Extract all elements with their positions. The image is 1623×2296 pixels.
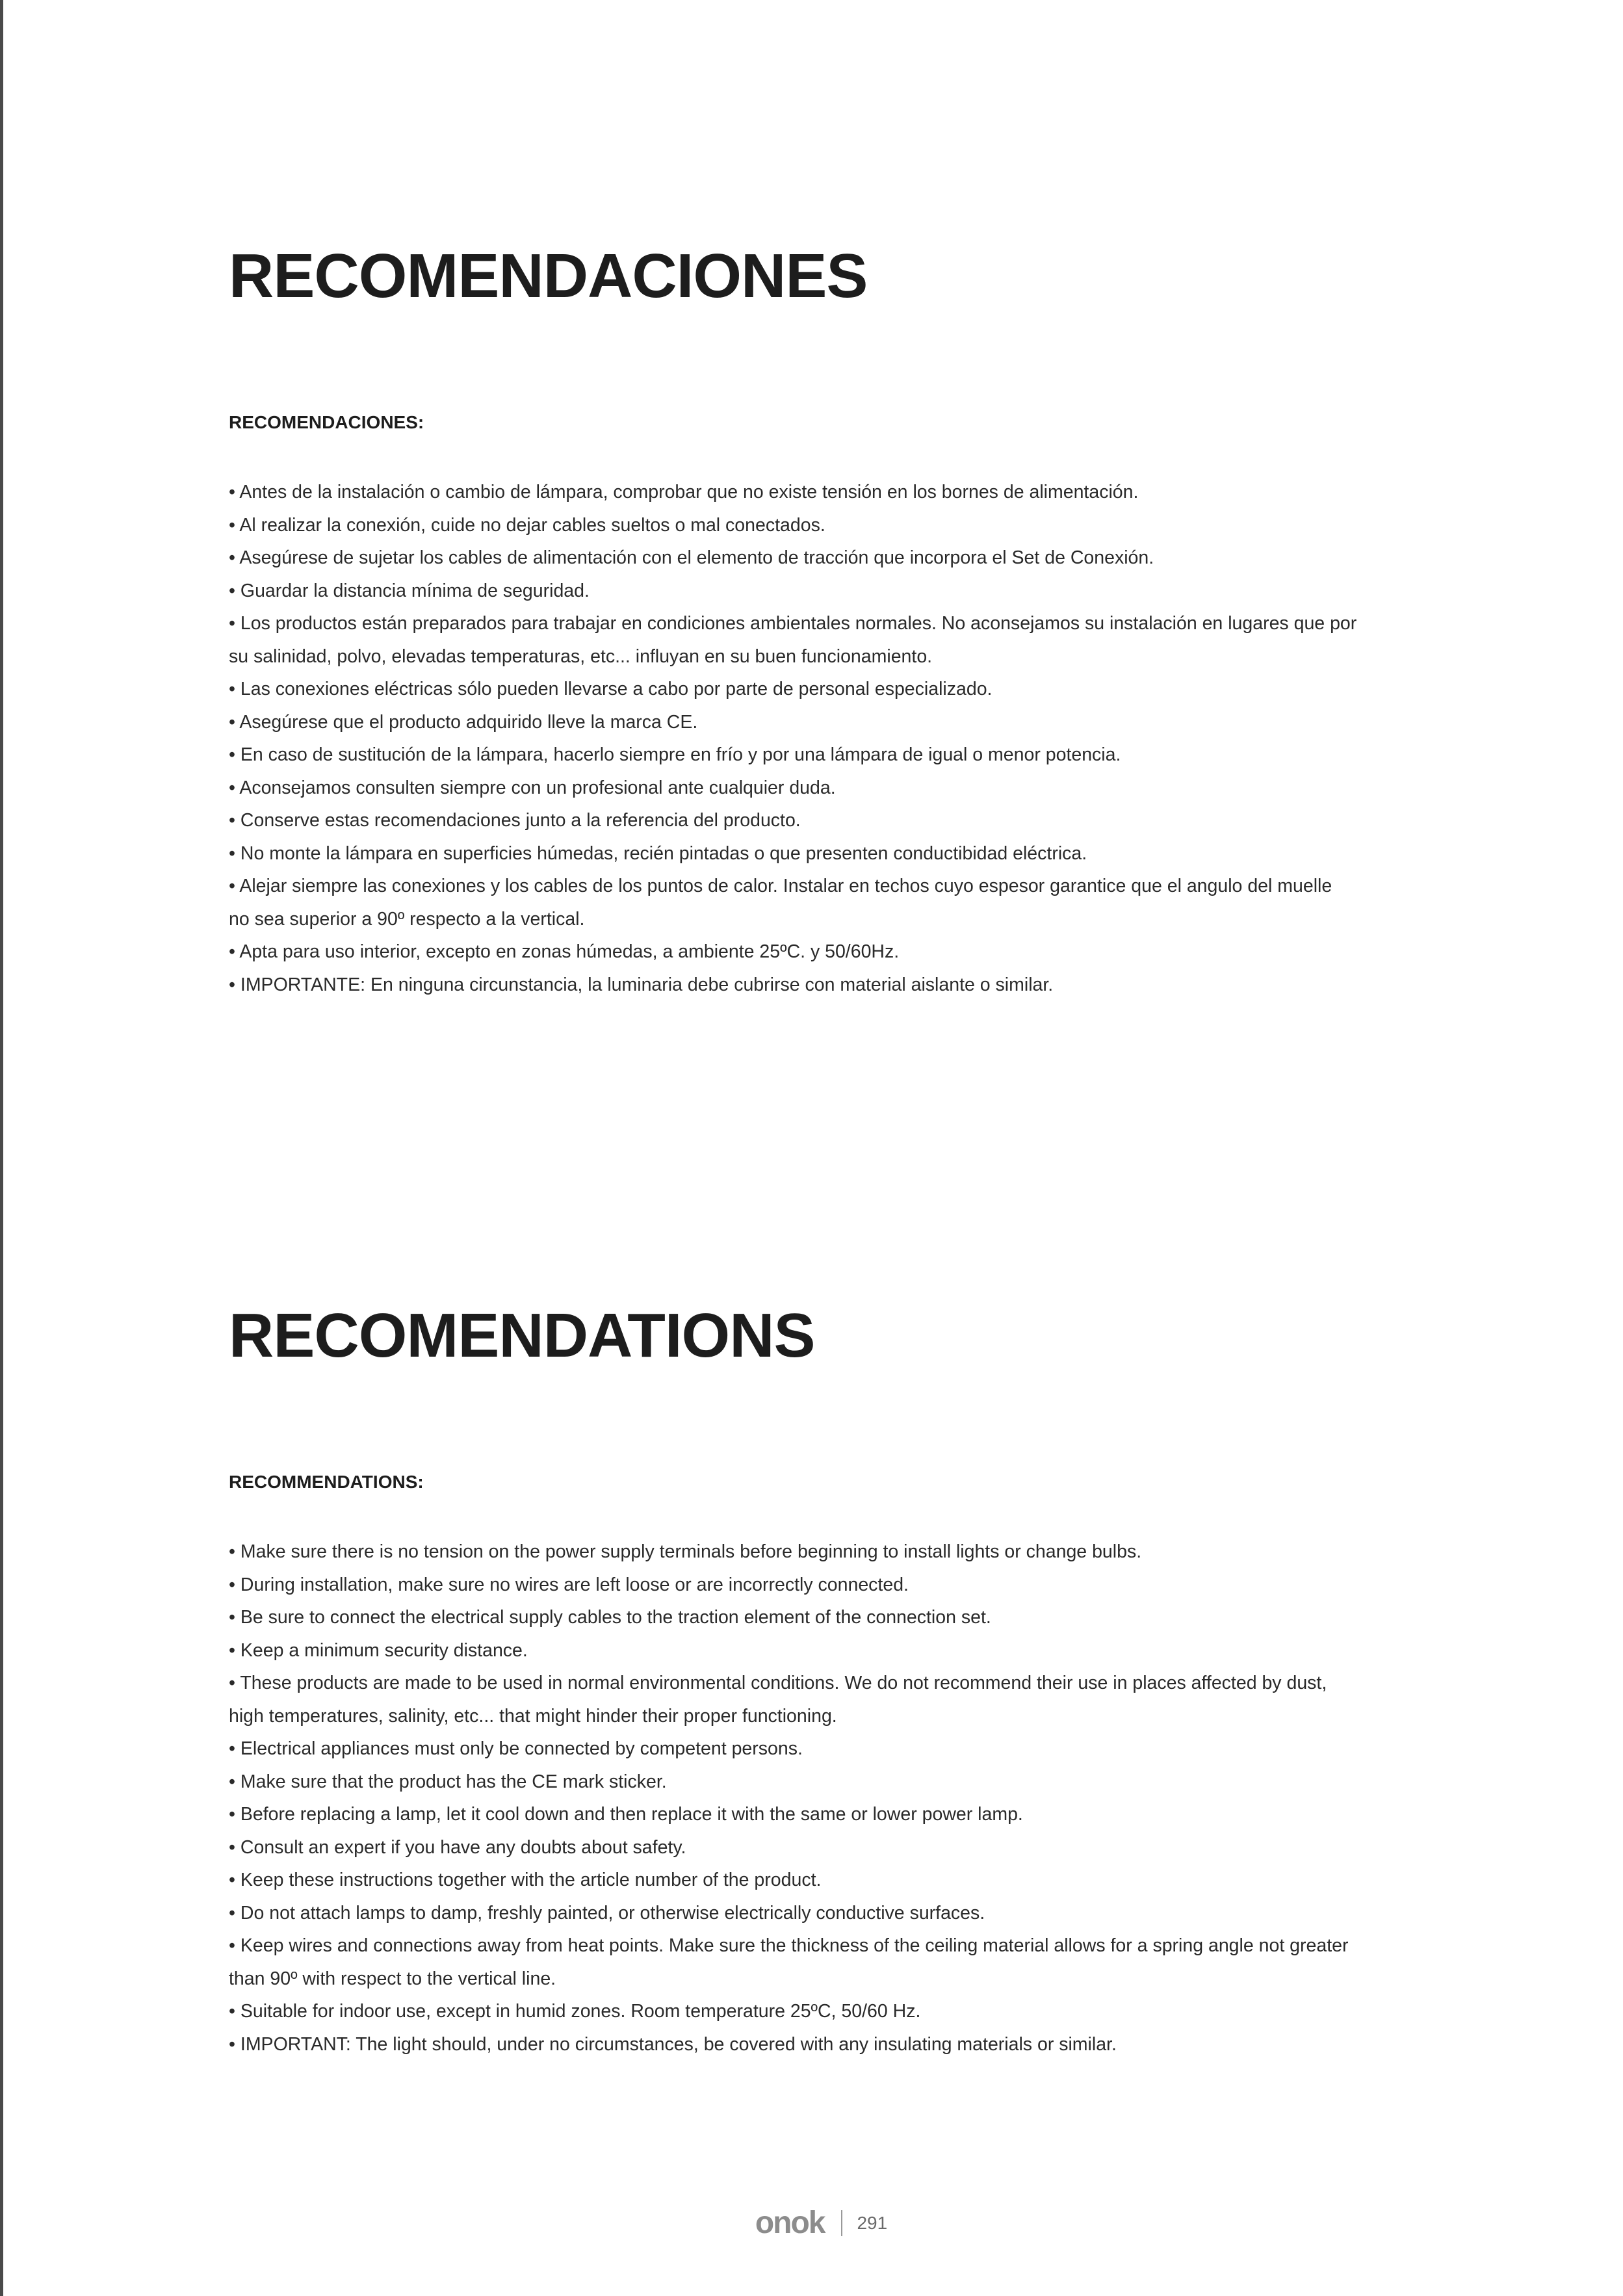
list-item: • Before replacing a lamp, let it cool down and then replace it with the same or lower power lamp.	[229, 1804, 1023, 1825]
english-title: RECOMENDATIONS	[229, 1301, 815, 1370]
brand-logo: onok	[755, 2206, 825, 2240]
english-subtitle: RECOMMENDATIONS:	[229, 1472, 424, 1492]
spanish-recommendation-list	[229, 476, 1418, 1001]
list-item: • These products are made to be used in normal environmental conditions. We do not recommend their use in places affected by dust,	[229, 1673, 1327, 1693]
list-item: • IMPORTANTE: En ninguna circunstancia, la luminaria debe cubrirse con material aislante o similar.	[229, 974, 1054, 995]
list-item: • IMPORTANT: The light should, under no circumstances, be covered with any insulating materials or similar.	[229, 2033, 1117, 2055]
list-item: • Keep these instructions together with the article number of the product.	[229, 1870, 822, 1890]
page-edge	[0, 0, 3, 2296]
list-item: • Keep wires and connections away from heat points. Make sure the thickness of the ceiling material allows for a spring angle not greater	[229, 1935, 1349, 1956]
list-item: • Alejar siempre las conexiones y los cables de los puntos de calor. Instalar en techos cuyo espesor garantice que el angulo del muelle	[229, 876, 1332, 896]
list-item: • Make sure that the product has the CE mark sticker.	[229, 1771, 667, 1792]
list-item: su salinidad, polvo, elevadas temperaturas, etc... influyan en su buen funcionamiento.	[229, 646, 933, 667]
list-item: • Apta para uso interior, excepto en zonas húmedas, a ambiente 25ºC. y 50/60Hz.	[229, 941, 900, 962]
list-item: • Suitable for indoor use, except in humid zones. Room temperature 25ºC, 50/60 Hz.	[229, 2001, 921, 2022]
footer-divider	[841, 2210, 842, 2236]
spanish-title: RECOMENDACIONES	[229, 241, 868, 311]
page-number: 291	[857, 2213, 888, 2233]
list-item: • Be sure to connect the electrical supply cables to the traction element of the connection set.	[229, 1607, 991, 1628]
list-item: • Los productos están preparados para trabajar en condiciones ambientales normales. No aconsejamos su instalación en lugares que por	[229, 613, 1357, 634]
list-item: no sea superior a 90º respecto a la vertical.	[229, 908, 585, 930]
list-item: • During installation, make sure no wires are left loose or are incorrectly connected.	[229, 1574, 909, 1595]
list-item: than 90º with respect to the vertical line.	[229, 1968, 556, 1989]
list-item: • Conserve estas recomendaciones junto a la referencia del producto.	[229, 810, 801, 831]
footer-content	[755, 2204, 887, 2243]
english-section	[229, 1300, 1418, 2061]
list-item: • Antes de la instalación o cambio de lámpara, comprobar que no existe tensión en los bornes de alimentación.	[229, 482, 1139, 502]
list-item: • Aconsejamos consulten siempre con un profesional ante cualquier duda.	[229, 777, 836, 798]
spanish-subtitle: RECOMENDACIONES:	[229, 412, 424, 432]
list-item: • Make sure there is no tension on the power supply terminals before beginning to install lights or change bulbs.	[229, 1541, 1142, 1562]
list-item: • Al realizar la conexión, cuide no dejar cables sueltos o mal conectados.	[229, 514, 825, 536]
list-item: high temperatures, salinity, etc... that might hinder their proper functioning.	[229, 1705, 837, 1727]
page-footer	[0, 2204, 1623, 2243]
list-item: • En caso de sustitución de la lámpara, hacerlo siempre en frío y por una lámpara de igual o menor potencia.	[229, 744, 1121, 765]
list-item: • Keep a minimum security distance.	[229, 1639, 528, 1661]
list-item: • Electrical appliances must only be connected by competent persons.	[229, 1738, 803, 1759]
spanish-section	[229, 241, 1418, 1001]
list-item: • Consult an expert if you have any doubts about safety.	[229, 1836, 686, 1858]
list-item: • Asegúrese de sujetar los cables de alimentación con el elemento de tracción que incorpora el Set de Conexión.	[229, 547, 1154, 568]
list-item: • No monte la lámpara en superficies húmedas, recién pintadas o que presenten conductibidad eléctrica.	[229, 842, 1087, 864]
list-item: • Las conexiones eléctricas sólo pueden llevarse a cabo por parte de personal especializado.	[229, 679, 993, 699]
english-recommendation-list	[229, 1535, 1418, 2061]
list-item: • Do not attach lamps to damp, freshly painted, or otherwise electrically conductive surfaces.	[229, 1902, 985, 1924]
list-item: • Guardar la distancia mínima de seguridad.	[229, 580, 590, 601]
list-item: • Asegúrese que el producto adquirido lleve la marca CE.	[229, 711, 698, 733]
